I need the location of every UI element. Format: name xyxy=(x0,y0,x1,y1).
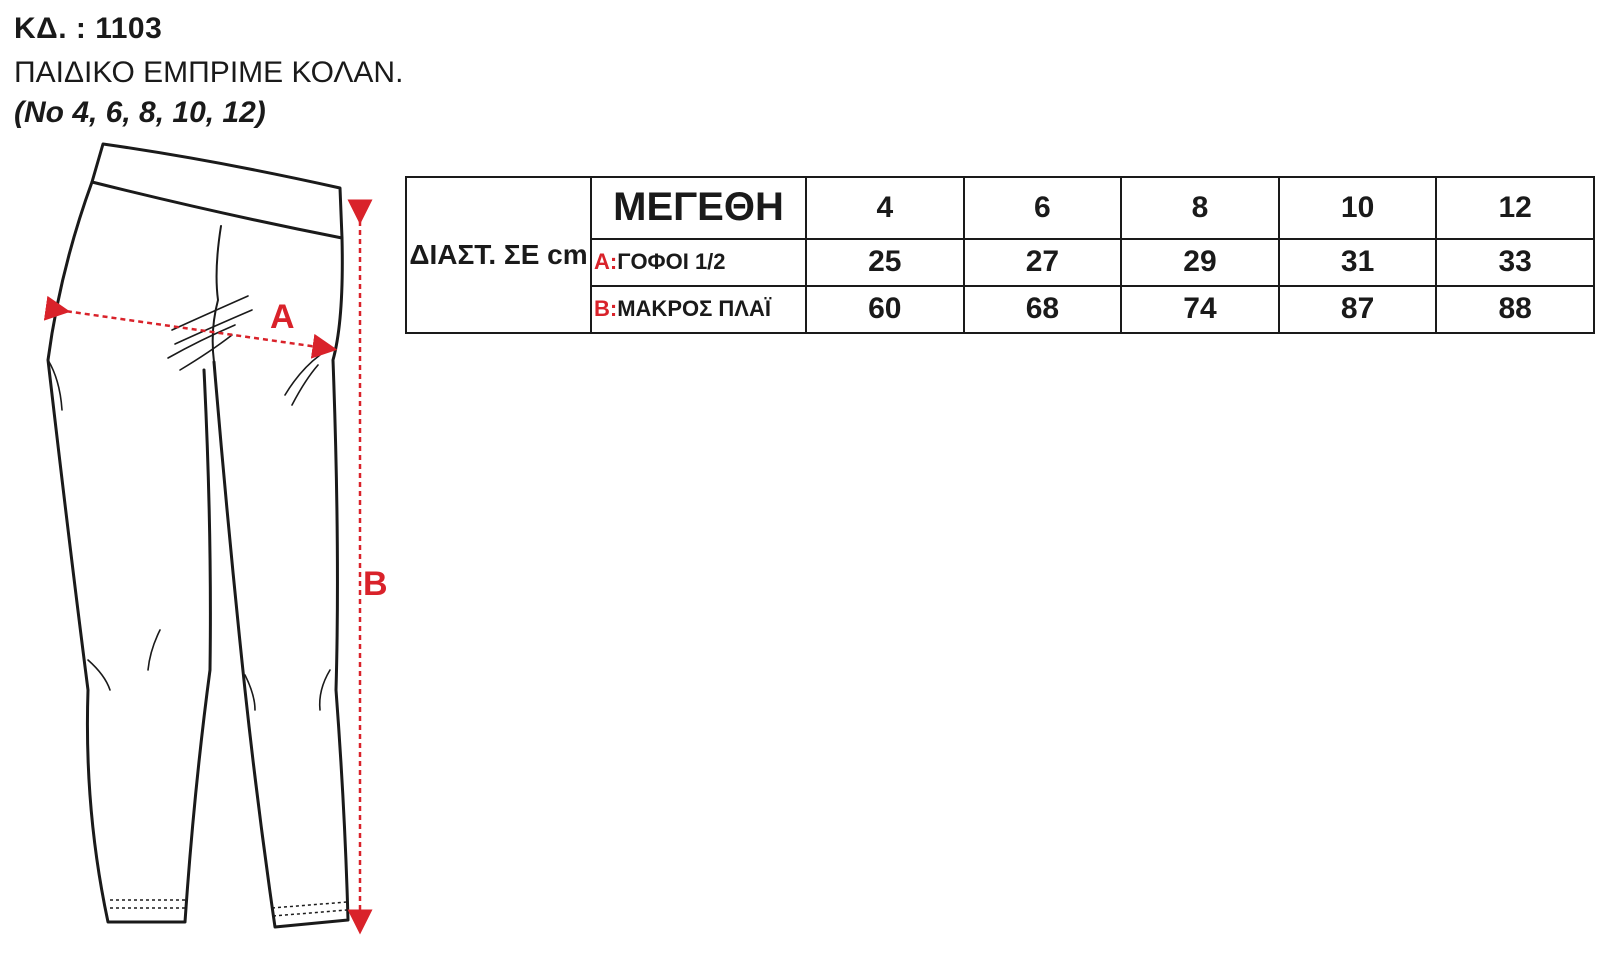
fold-lines xyxy=(48,296,330,710)
size-10: 10 xyxy=(1279,177,1437,239)
length-value: 68 xyxy=(964,286,1122,333)
hips-label xyxy=(591,239,806,286)
length-value: 87 xyxy=(1279,286,1437,333)
hips-key: A: xyxy=(594,249,618,275)
dimension-label: ΔΙΑΣΤ. ΣΕ cm xyxy=(406,177,591,333)
waistband-outline xyxy=(92,144,342,238)
leggings-sketch xyxy=(0,130,420,960)
left-leg-outline xyxy=(48,182,210,922)
measure-b-label: B xyxy=(363,565,388,603)
hips-text: ΓΟΦΟΙ 1/2 xyxy=(617,249,726,275)
center-seam xyxy=(213,226,221,362)
length-text: ΜΑΚΡΟΣ ΠΛΑΪ xyxy=(617,296,771,322)
hips-value: 29 xyxy=(1121,239,1279,286)
product-code: ΚΔ. : 1103 xyxy=(14,12,163,45)
measure-a-label: A xyxy=(270,298,295,336)
length-value: 60 xyxy=(806,286,964,333)
hem-stitching xyxy=(110,900,347,916)
length-key: B: xyxy=(594,296,618,322)
hips-value: 33 xyxy=(1436,239,1594,286)
size-6: 6 xyxy=(964,177,1122,239)
product-name: ΠΑΙΔΙΚΟ ΕΜΠΡΙΜΕ ΚΟΛΑΝ. xyxy=(14,56,404,89)
length-label xyxy=(591,286,806,333)
length-value: 74 xyxy=(1121,286,1279,333)
length-value: 88 xyxy=(1436,286,1594,333)
size-12: 12 xyxy=(1436,177,1594,239)
size-header: ΜΕΓΕΘΗ xyxy=(591,177,806,239)
hips-value: 25 xyxy=(806,239,964,286)
available-sizes: (No 4, 6, 8, 10, 12) xyxy=(14,96,266,129)
size-8: 8 xyxy=(1121,177,1279,239)
size-chart-table xyxy=(405,176,1595,334)
size-header-row xyxy=(406,177,1594,239)
hips-value: 27 xyxy=(964,239,1122,286)
size-4: 4 xyxy=(806,177,964,239)
hips-value: 31 xyxy=(1279,239,1437,286)
